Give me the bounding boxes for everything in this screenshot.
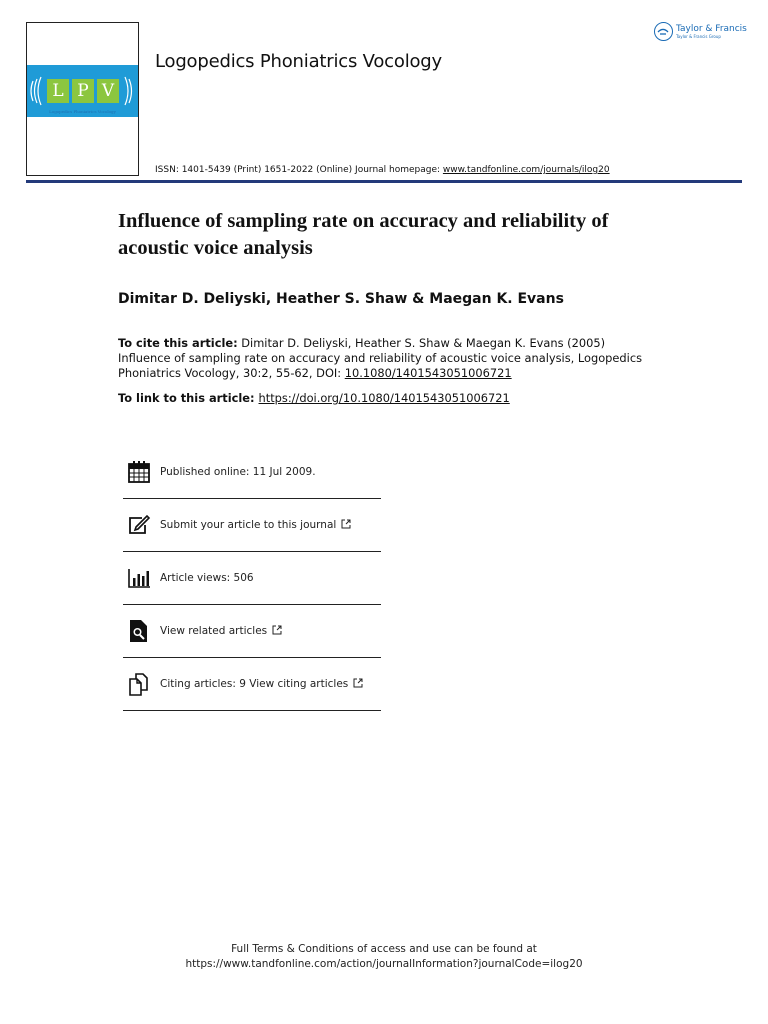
- doi-link[interactable]: 10.1080/1401543051006721: [344, 366, 512, 380]
- article-views: Article views: 506: [160, 572, 254, 584]
- related-articles-link[interactable]: [160, 625, 282, 637]
- copy-documents-icon: [127, 672, 151, 696]
- article-authors: Dimitar D. Deliyski, Heather S. Shaw & Maegan K. Evans: [118, 291, 564, 307]
- list-item-views: [123, 552, 381, 605]
- list-item-related[interactable]: [123, 605, 381, 658]
- publisher-name: Taylor & Francis: [676, 24, 747, 34]
- cover-letter: L: [47, 79, 69, 103]
- list-item-citing[interactable]: [123, 658, 381, 711]
- citation-text: Dimitar D. Deliyski, Heather S. Shaw & Maegan K. Evans (2005) Influence of sampling rate on accuracy and reliability of acoustic voice analysis, Logopedics Phoniatrics Vocology, 30:2, 55-62, DOI:: [118, 336, 643, 380]
- terms-footer: [0, 942, 768, 972]
- related-articles-label[interactable]: View related articles: [160, 625, 268, 637]
- list-item-submit[interactable]: [123, 499, 381, 552]
- journal-title: Logopedics Phoniatrics Vocology: [155, 51, 442, 72]
- cover-letter: V: [97, 79, 119, 103]
- external-link-icon: [341, 519, 351, 529]
- header-divider: [26, 180, 742, 183]
- citation-block: [118, 336, 648, 381]
- journal-homepage-link[interactable]: www.tandfonline.com/journals/ilog20: [442, 165, 610, 175]
- bar-chart-icon: [127, 566, 151, 590]
- cover-letter: P: [72, 79, 94, 103]
- citation-label: To cite this article:: [118, 336, 238, 350]
- issn-text: ISSN: 1401-5439 (Print) 1651-2022 (Online) Journal homepage:: [155, 165, 443, 175]
- calendar-icon: [127, 460, 151, 484]
- article-title: Influence of sampling rate on accuracy and reliability of acoustic voice analysis: [118, 210, 609, 259]
- submit-article-label[interactable]: Submit your article to this journal: [160, 519, 337, 531]
- cover-subtitle: Logopedics Phoniatrics Vocology: [49, 109, 116, 114]
- edit-icon: [127, 513, 151, 537]
- journal-cover: [26, 22, 139, 176]
- external-link-icon: [272, 625, 282, 635]
- taylor-francis-icon: [654, 22, 673, 41]
- terms-url-link[interactable]: https://www.tandfonline.com/action/journalInformation?journalCode=ilog20: [185, 958, 583, 970]
- publisher-group: Taylor & Francis Group: [676, 34, 721, 39]
- cover-letters: [47, 79, 119, 103]
- link-label: To link to this article:: [118, 391, 259, 405]
- article-info-list: [123, 446, 381, 711]
- article-link-block: [118, 391, 510, 405]
- citing-articles-link[interactable]: [160, 678, 363, 690]
- list-item-published: [123, 446, 381, 499]
- published-date: Published online: 11 Jul 2009.: [160, 466, 316, 478]
- citing-articles-label[interactable]: Citing articles: 9 View citing articles: [160, 678, 349, 690]
- external-link-icon: [353, 678, 363, 688]
- issn-line: [155, 165, 610, 175]
- terms-text: Full Terms & Conditions of access and use can be found at: [231, 943, 537, 955]
- search-document-icon: [127, 619, 151, 643]
- article-url-link[interactable]: https://doi.org/10.1080/1401543051006721: [258, 391, 510, 405]
- publisher-logo[interactable]: [654, 22, 747, 41]
- submit-article-link[interactable]: [160, 519, 351, 531]
